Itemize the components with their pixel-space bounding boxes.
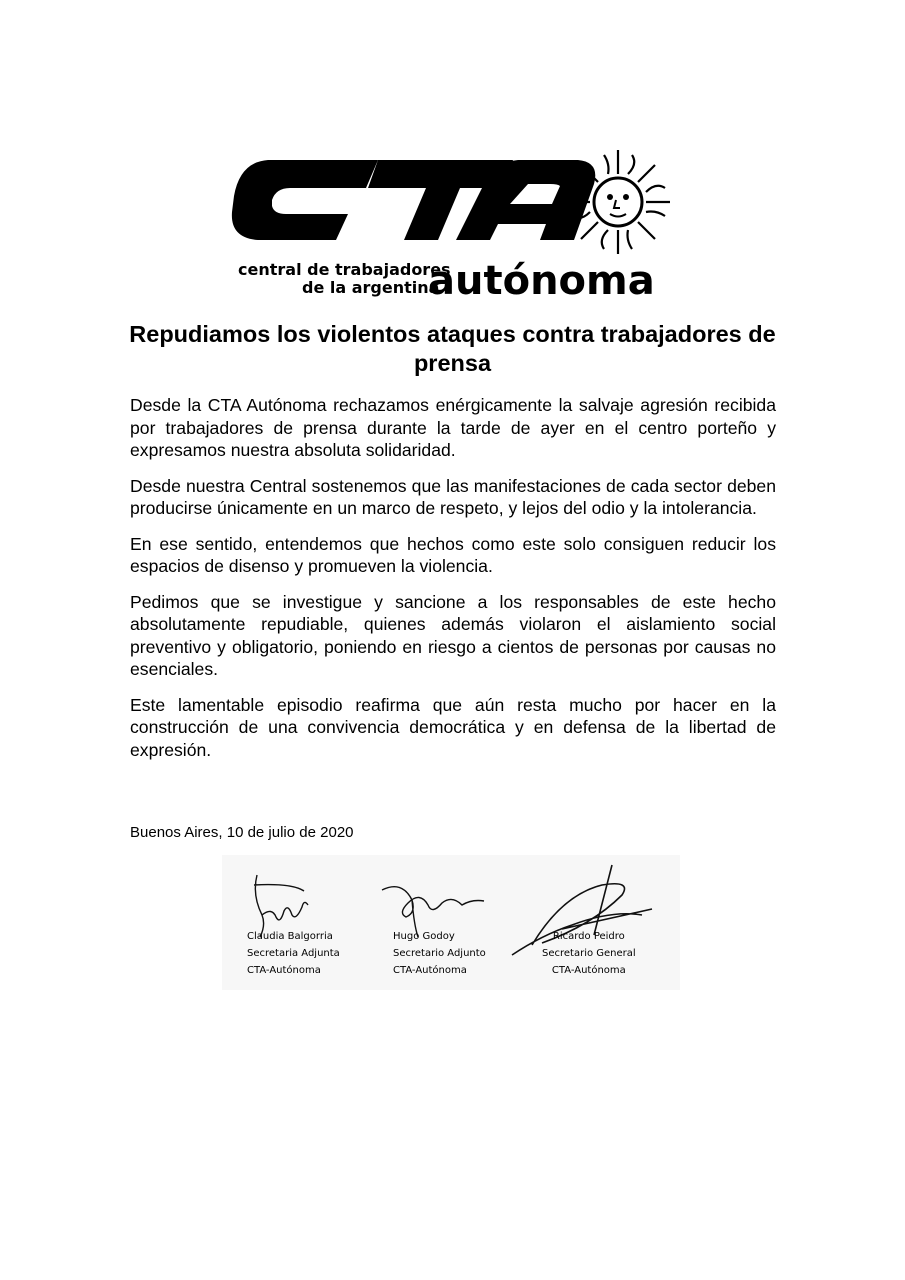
signatory-name: Ricardo Peidro	[552, 931, 625, 942]
paragraph: Pedimos que se investigue y sancione a los responsables de este hecho absolutamente repudiable, quienes además violaron el aislamiento social preventivo y obligatorio, poniendo en riesgo a cientos de personas por causas no esenciales.	[130, 591, 776, 679]
signature-hugo-godoy	[372, 855, 522, 990]
signature-claudia-balgorria	[232, 855, 382, 990]
paragraph: En ese sentido, entendemos que hechos como este solo consiguen reducir los espacios de disenso y promueven la violencia.	[130, 533, 776, 576]
signature-ricardo-peidro	[502, 855, 652, 990]
signatory-name: Claudia Balgorria	[247, 931, 333, 942]
signatory-name: Hugo Godoy	[393, 931, 455, 942]
signatory-org: CTA-Autónoma	[551, 965, 626, 976]
signatory-role: Secretario Adjunto	[393, 948, 486, 959]
signatory-org: CTA-Autónoma	[393, 965, 467, 976]
statement-body	[130, 394, 776, 774]
dateline: Buenos Aires, 10 de julio de 2020	[130, 824, 354, 841]
logo-graphic	[228, 140, 678, 300]
logo-subtitle-line1: central de trabajadores	[238, 260, 451, 279]
signatory-org: CTA-Autónoma	[247, 965, 321, 976]
page-title: Repudiamos los violentos ataques contra trabajadores de prensa	[129, 321, 776, 376]
paragraph: Desde la CTA Autónoma rechazamos enérgicamente la salvaje agresión recibida por trabajadores de prensa durante la tarde de ayer en el centro porteño y expresamos nuestra absoluta solidaridad.	[130, 395, 776, 460]
paragraph: Este lamentable episodio reafirma que aún resta mucho por hacer en la construcción de una convivencia democrática y en defensa de la libertad de expresión.	[130, 694, 776, 760]
cta-autonoma-logo	[228, 140, 678, 300]
logo-subtitle-line2: de la argentina	[302, 278, 440, 297]
logo-wordmark: autónoma	[428, 258, 655, 300]
paragraph: Desde nuestra Central sostenemos que las manifestaciones de cada sector deben producirse únicamente en un marco de respeto, y lejos del odio y la intolerancia.	[130, 475, 776, 518]
signatory-role: Secretario General	[542, 948, 636, 959]
signature-block	[222, 855, 680, 990]
sun-of-may-icon	[566, 150, 670, 254]
signatory-role: Secretaria Adjunta	[247, 948, 340, 959]
